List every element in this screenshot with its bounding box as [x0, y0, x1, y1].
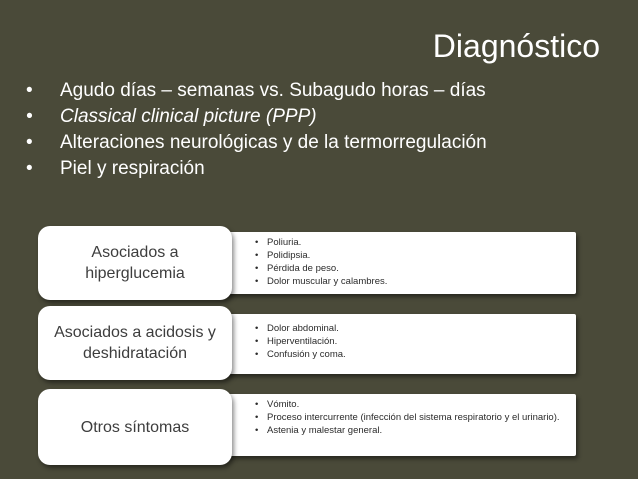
detail-list [255, 322, 575, 361]
detail-item: • Dolor muscular y calambres. [255, 275, 575, 288]
detail-item: • Astenia y malestar general. [255, 424, 563, 437]
slide-title: Diagnóstico [432, 28, 600, 64]
detail-item: • Dolor abdominal. [255, 322, 575, 335]
detail-box-hyperglycemia [214, 232, 576, 294]
detail-list [255, 398, 563, 437]
detail-item: • Polidipsia. [255, 249, 575, 262]
bullet-list [26, 78, 626, 182]
detail-item: • Confusión y coma. [255, 348, 575, 361]
detail-list [255, 236, 575, 288]
bullet-item: • Piel y respiración [26, 156, 626, 182]
bullet-item: • Agudo días – semanas vs. Subagudo horas – días [26, 78, 626, 104]
group-label-hyperglycemia: Asociados a hiperglucemia [38, 226, 232, 300]
detail-item: • Vómito. [255, 398, 563, 411]
detail-item: • Hiperventilación. [255, 335, 575, 348]
bullet-item: • Classical clinical picture (PPP) [26, 104, 626, 130]
detail-box-other [214, 394, 576, 456]
group-label-acidosis: Asociados a acidosis y deshidratación [38, 306, 232, 380]
detail-item: • Poliuria. [255, 236, 575, 249]
detail-box-acidosis [214, 314, 576, 374]
detail-item: • Proceso intercurrente (infección del sistema respiratorio y el urinario). [255, 411, 563, 424]
bullet-item: • Alteraciones neurológicas y de la termorregulación [26, 130, 626, 156]
detail-item: • Pérdida de peso. [255, 262, 575, 275]
group-label-other: Otros síntomas [38, 389, 232, 465]
